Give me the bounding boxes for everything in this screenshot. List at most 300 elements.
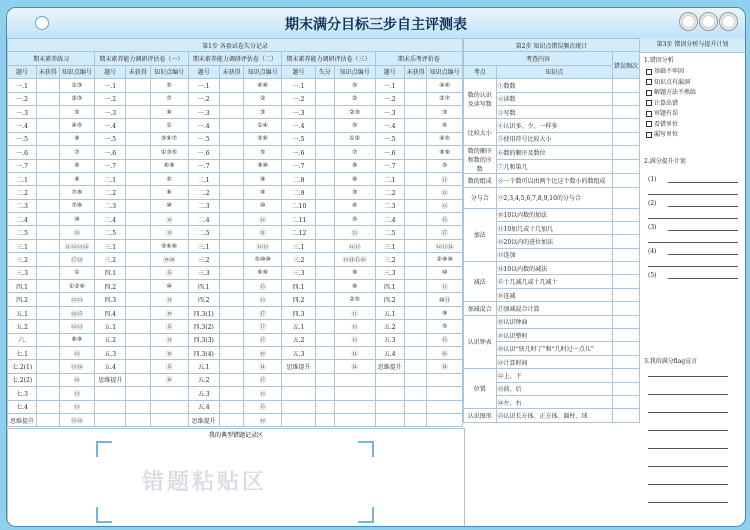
score-cell[interactable] — [404, 333, 427, 346]
score-cell[interactable] — [404, 346, 427, 359]
score-cell[interactable] — [315, 400, 334, 413]
score-cell[interactable] — [219, 105, 243, 118]
table-cell: ⑬ — [334, 320, 375, 333]
table-cell: ②⑧⑩ — [427, 253, 463, 266]
table-cell: ⑦⑧ — [59, 186, 95, 199]
score-cell[interactable] — [37, 293, 60, 306]
table-row — [8, 105, 463, 118]
declaration-line[interactable] — [648, 502, 728, 503]
plan-title: 2.满分提升计划 — [644, 158, 686, 165]
plan-line[interactable] — [668, 206, 738, 207]
frequency-cell[interactable] — [612, 221, 639, 234]
analysis-title: 1.错因分析 — [644, 57, 674, 64]
table-cell — [334, 400, 375, 413]
plan-item-label: (3) — [648, 224, 657, 231]
score-cell[interactable] — [219, 413, 243, 426]
table-cell: ⑧ — [334, 280, 375, 293]
table-cell: ⑯ — [427, 346, 463, 359]
score-cell[interactable] — [37, 92, 60, 105]
score-cell[interactable] — [404, 360, 427, 373]
reason-label: 漏写单位 — [654, 131, 679, 138]
score-cell[interactable] — [219, 199, 243, 212]
circle-button-3-icon[interactable] — [719, 12, 738, 31]
table-cell: 一.6 — [375, 146, 404, 159]
table-cell: ⑪ — [427, 280, 463, 293]
column-header: 错误频次 — [612, 52, 639, 79]
checkbox-icon[interactable] — [646, 69, 652, 75]
score-cell[interactable] — [37, 280, 60, 293]
frequency-cell[interactable] — [612, 119, 639, 132]
table-cell: ⑭ — [59, 373, 95, 386]
score-cell[interactable] — [404, 105, 427, 118]
frequency-cell[interactable] — [612, 208, 639, 221]
score-cell[interactable] — [315, 226, 334, 239]
knowledge-cell: ⑥数的顺序及数位 — [496, 146, 612, 160]
score-cell[interactable] — [404, 387, 427, 400]
frequency-cell[interactable] — [612, 395, 639, 408]
table-cell: 二.11 — [282, 213, 316, 226]
score-cell[interactable] — [126, 346, 150, 359]
score-cell[interactable] — [315, 413, 334, 426]
table-cell: 一.1 — [375, 79, 404, 92]
table-cell: 一.4 — [95, 119, 126, 132]
reason-item[interactable] — [646, 77, 745, 88]
plan-line[interactable] — [648, 242, 738, 243]
score-cell[interactable] — [315, 159, 334, 172]
declaration-line[interactable] — [648, 376, 728, 377]
declaration-line[interactable] — [648, 394, 728, 395]
score-cell[interactable] — [37, 79, 60, 92]
table-cell: ⑤ — [427, 159, 463, 172]
score-cell[interactable] — [219, 320, 243, 333]
score-cell[interactable] — [404, 306, 427, 319]
table-row — [464, 208, 640, 221]
score-cell[interactable] — [404, 79, 427, 92]
score-cell[interactable] — [219, 92, 243, 105]
score-cell[interactable] — [219, 373, 243, 386]
score-cell[interactable] — [219, 346, 243, 359]
score-cell[interactable] — [126, 333, 150, 346]
table-cell: ⑦⑧ — [59, 199, 95, 212]
step1-table — [7, 38, 463, 427]
score-cell[interactable] — [219, 306, 243, 319]
score-cell[interactable] — [315, 199, 334, 212]
reason-item[interactable] — [646, 98, 745, 109]
frequency-cell[interactable] — [612, 174, 639, 187]
score-cell[interactable] — [404, 266, 427, 279]
table-cell: ⑰ — [244, 306, 282, 319]
score-cell[interactable] — [37, 199, 60, 212]
score-cell[interactable] — [37, 306, 60, 319]
score-cell[interactable] — [37, 360, 60, 373]
table-cell: 一.5 — [188, 132, 219, 145]
frequency-cell[interactable] — [612, 187, 639, 208]
score-cell[interactable] — [315, 373, 334, 386]
score-cell[interactable] — [219, 400, 243, 413]
score-cell[interactable] — [126, 186, 150, 199]
plan-line[interactable] — [668, 230, 738, 231]
score-cell[interactable] — [219, 266, 243, 279]
plan-line[interactable] — [668, 254, 738, 255]
score-cell[interactable] — [126, 306, 150, 319]
frequency-cell[interactable] — [612, 302, 639, 315]
score-cell[interactable] — [37, 239, 60, 252]
table-cell: ⑫ — [427, 186, 463, 199]
table-cell: ⑫⑬ — [59, 293, 95, 306]
table-cell: ⑰ — [244, 333, 282, 346]
group-header: 期末素养能力调研评估卷（一） — [95, 52, 189, 65]
table-cell: ⑤ — [334, 213, 375, 226]
table-cell — [95, 400, 126, 413]
table-cell — [427, 413, 463, 426]
score-cell[interactable] — [315, 79, 334, 92]
table-row — [464, 187, 640, 208]
table-cell: ⑩ — [427, 266, 463, 279]
score-cell[interactable] — [126, 146, 150, 159]
checkbox-icon[interactable] — [646, 100, 652, 106]
table-cell — [95, 387, 126, 400]
score-cell[interactable] — [219, 186, 243, 199]
table-cell: ⑨⑩ — [244, 159, 282, 172]
frequency-cell[interactable] — [612, 382, 639, 395]
table-cell: ①③⑤ — [150, 146, 188, 159]
score-cell[interactable] — [404, 119, 427, 132]
table-cell: ⑨ — [244, 172, 282, 185]
table-cell: ⑮⑯ — [59, 413, 95, 426]
step3-header: 第3步 错因分析与提升计划 — [640, 38, 745, 53]
table-cell: 一.5 — [95, 132, 126, 145]
record-title: 我的典型错题记录区 — [208, 432, 263, 439]
score-cell[interactable] — [126, 266, 150, 279]
score-cell[interactable] — [404, 413, 427, 426]
score-cell[interactable] — [315, 266, 334, 279]
score-cell[interactable] — [404, 132, 427, 145]
table-cell: 五.2 — [188, 373, 219, 386]
table-cell: ⑬⑭⑮⑯ — [334, 253, 375, 266]
score-cell[interactable] — [219, 79, 243, 92]
frequency-cell[interactable] — [612, 262, 639, 275]
score-cell[interactable] — [404, 400, 427, 413]
frequency-cell[interactable] — [612, 132, 639, 145]
table-cell: ⑨ — [59, 132, 95, 145]
score-cell[interactable] — [126, 293, 150, 306]
table-cell: 四.3 — [95, 293, 126, 306]
score-cell[interactable] — [315, 387, 334, 400]
score-cell[interactable] — [219, 172, 243, 185]
table-cell — [334, 413, 375, 426]
score-cell[interactable] — [126, 413, 150, 426]
score-cell[interactable] — [126, 280, 150, 293]
table-cell: 七.2(2) — [8, 373, 37, 386]
frequency-cell[interactable] — [612, 146, 639, 160]
corner-mark-icon — [358, 507, 374, 523]
score-cell[interactable] — [315, 105, 334, 118]
score-cell[interactable] — [37, 159, 60, 172]
score-cell[interactable] — [126, 239, 150, 252]
table-cell: ⑭ — [334, 360, 375, 373]
score-cell[interactable] — [37, 373, 60, 386]
score-cell[interactable] — [219, 159, 243, 172]
column-header: 题号 — [188, 65, 219, 78]
frequency-cell[interactable] — [612, 355, 639, 368]
table-cell: 一.3 — [188, 105, 219, 118]
table-cell: ⑤ — [427, 320, 463, 333]
table-cell: 四.2 — [282, 293, 316, 306]
title-bar — [7, 8, 745, 39]
column-header: 知识点 — [496, 65, 612, 78]
table-row — [8, 172, 463, 185]
table-cell: 四.2 — [95, 280, 126, 293]
table-cell: ① — [150, 119, 188, 132]
table-cell: 一.7 — [188, 159, 219, 172]
score-cell[interactable] — [404, 159, 427, 172]
table-row — [8, 226, 463, 239]
reason-item[interactable] — [646, 87, 745, 98]
plan-line[interactable] — [668, 182, 738, 183]
frequency-cell[interactable] — [612, 275, 639, 288]
score-cell[interactable] — [126, 199, 150, 212]
reason-label: 知识点有漏洞 — [654, 78, 691, 86]
table-cell: 三.2 — [188, 253, 219, 266]
score-cell[interactable] — [219, 146, 243, 159]
score-cell[interactable] — [315, 92, 334, 105]
plan-line[interactable] — [668, 278, 738, 279]
reason-item[interactable] — [646, 66, 745, 77]
score-cell[interactable] — [219, 360, 243, 373]
checkbox-icon[interactable] — [646, 132, 652, 138]
circle-button-2-icon[interactable] — [699, 12, 718, 31]
score-cell[interactable] — [37, 213, 60, 226]
score-cell[interactable] — [404, 293, 427, 306]
table-cell: 二.4 — [375, 213, 404, 226]
score-cell[interactable] — [315, 146, 334, 159]
frequency-cell[interactable] — [612, 288, 639, 301]
reason-item[interactable] — [646, 119, 745, 130]
score-cell[interactable] — [126, 79, 150, 92]
score-cell[interactable] — [404, 373, 427, 386]
frequency-cell[interactable] — [612, 369, 639, 382]
score-cell[interactable] — [315, 253, 334, 266]
score-cell[interactable] — [37, 333, 60, 346]
score-cell[interactable] — [37, 320, 60, 333]
score-cell[interactable] — [404, 199, 427, 212]
column-header: 知识点编号 — [334, 65, 375, 78]
table-cell: ⑪⑫⑬⑭ — [59, 239, 95, 252]
score-cell[interactable] — [315, 213, 334, 226]
column-header: 未获得 — [37, 65, 60, 78]
score-cell[interactable] — [315, 280, 334, 293]
table-cell: 四.2 — [8, 293, 37, 306]
table-cell: 二.2 — [8, 186, 37, 199]
score-cell[interactable] — [219, 253, 243, 266]
score-cell[interactable] — [404, 172, 427, 185]
score-cell[interactable] — [404, 226, 427, 239]
column-header: 失分 — [315, 65, 334, 78]
step1-label: 第1步 各套试卷失分记录 — [8, 39, 463, 52]
column-header: 知识点编号 — [150, 65, 188, 78]
frequency-cell[interactable] — [612, 79, 639, 92]
table-cell: 二.1 — [188, 172, 219, 185]
plan-line[interactable] — [648, 194, 738, 195]
reason-label: 解题方法不熟练 — [654, 89, 697, 96]
table-cell: 二.10 — [282, 199, 316, 212]
score-cell[interactable] — [37, 186, 60, 199]
score-cell[interactable] — [315, 360, 334, 373]
score-cell[interactable] — [126, 159, 150, 172]
frequency-cell[interactable] — [612, 342, 639, 355]
reason-label: 计算出错 — [654, 99, 679, 107]
topic-cell: 数的组成 — [464, 174, 497, 187]
score-cell[interactable] — [37, 146, 60, 159]
score-cell[interactable] — [37, 172, 60, 185]
score-cell[interactable] — [219, 239, 243, 252]
score-cell[interactable] — [37, 105, 60, 118]
score-cell[interactable] — [219, 119, 243, 132]
topic-cell: 认识图形 — [464, 409, 497, 422]
score-cell[interactable] — [37, 413, 60, 426]
table-cell: ⑤⑥ — [244, 132, 282, 145]
table-cell: ⑤ — [59, 105, 95, 118]
table-row — [8, 266, 463, 279]
score-cell[interactable] — [219, 387, 243, 400]
table-cell: 三.3 — [282, 266, 316, 279]
table-cell: ⑥⑨ — [244, 266, 282, 279]
score-cell[interactable] — [315, 333, 334, 346]
declaration-line[interactable] — [648, 448, 728, 449]
declaration-line[interactable] — [648, 484, 728, 485]
knowledge-cell: ⑳认识“快几时了”和“几时过一点儿” — [496, 342, 612, 355]
table-cell: ⑬ — [150, 333, 188, 346]
corner-mark-icon — [96, 441, 112, 457]
frequency-cell[interactable] — [612, 315, 639, 328]
score-cell[interactable] — [126, 172, 150, 185]
table-cell: ⑬ — [334, 333, 375, 346]
frequency-cell[interactable] — [612, 92, 639, 105]
frequency-cell[interactable] — [612, 235, 639, 248]
score-cell[interactable] — [126, 320, 150, 333]
score-cell[interactable] — [37, 400, 60, 413]
score-cell[interactable] — [219, 226, 243, 239]
score-cell[interactable] — [219, 132, 243, 145]
step2-header-row — [464, 39, 640, 52]
score-cell[interactable] — [126, 92, 150, 105]
frequency-cell[interactable] — [612, 329, 639, 342]
score-cell[interactable] — [315, 293, 334, 306]
topic-cell: 加法 — [464, 208, 497, 262]
score-cell[interactable] — [404, 280, 427, 293]
score-cell[interactable] — [126, 387, 150, 400]
plan-line[interactable] — [648, 218, 738, 219]
score-cell[interactable] — [37, 266, 60, 279]
checkbox-icon[interactable] — [646, 111, 652, 117]
page-title: 期末满分目标三步自主评测表 — [285, 17, 467, 33]
score-cell[interactable] — [404, 92, 427, 105]
reason-item[interactable] — [646, 108, 745, 119]
score-cell[interactable] — [404, 253, 427, 266]
score-cell[interactable] — [126, 360, 150, 373]
reason-label: 审题有误 — [654, 110, 679, 117]
checkbox-icon[interactable] — [646, 121, 652, 127]
table-cell: 五.3 — [282, 346, 316, 359]
score-cell[interactable] — [315, 172, 334, 185]
score-cell[interactable] — [126, 213, 150, 226]
score-cell[interactable] — [219, 213, 243, 226]
frequency-cell[interactable] — [612, 105, 639, 118]
frequency-cell[interactable] — [612, 409, 639, 422]
reason-item[interactable] — [646, 129, 745, 140]
table-cell: 一.3 — [282, 105, 316, 118]
score-cell[interactable] — [404, 320, 427, 333]
score-cell[interactable] — [37, 226, 60, 239]
knowledge-cell: ⑰加减混合计算 — [496, 302, 612, 315]
score-cell[interactable] — [37, 346, 60, 359]
score-cell[interactable] — [37, 253, 60, 266]
score-cell[interactable] — [126, 226, 150, 239]
score-cell[interactable] — [315, 320, 334, 333]
table-cell: 七.1 — [8, 346, 37, 359]
plan-line[interactable] — [648, 266, 738, 267]
score-cell[interactable] — [126, 132, 150, 145]
score-cell[interactable] — [219, 333, 243, 346]
table-cell: 三.2 — [375, 253, 404, 266]
frequency-cell[interactable] — [612, 160, 639, 174]
table-row — [8, 199, 463, 212]
score-cell[interactable] — [126, 119, 150, 132]
checkbox-icon[interactable] — [646, 90, 652, 96]
score-cell[interactable] — [315, 306, 334, 319]
declaration-line[interactable] — [648, 412, 728, 413]
table-cell: 四.2 — [188, 293, 219, 306]
score-cell[interactable] — [126, 253, 150, 266]
table-cell: ⑫ — [59, 346, 95, 359]
score-cell[interactable] — [37, 132, 60, 145]
table-cell: ⑮ — [150, 320, 188, 333]
table-cell: ⑤ — [334, 79, 375, 92]
score-cell[interactable] — [315, 346, 334, 359]
score-cell[interactable] — [37, 387, 60, 400]
table-cell: ④⑥ — [427, 79, 463, 92]
table-cell: 五.4 — [375, 346, 404, 359]
score-cell[interactable] — [315, 132, 334, 145]
declaration-line[interactable] — [648, 430, 728, 431]
score-cell[interactable] — [37, 119, 60, 132]
table-cell — [375, 373, 404, 386]
score-cell[interactable] — [219, 280, 243, 293]
score-cell[interactable] — [315, 119, 334, 132]
score-cell[interactable] — [126, 373, 150, 386]
table-cell: 四.3(2) — [188, 320, 219, 333]
declaration-line[interactable] — [648, 466, 728, 467]
score-cell[interactable] — [404, 146, 427, 159]
score-cell[interactable] — [219, 293, 243, 306]
score-cell[interactable] — [404, 213, 427, 226]
score-cell[interactable] — [404, 239, 427, 252]
table-cell: ⑮ — [427, 333, 463, 346]
circle-button-1-icon[interactable] — [679, 12, 698, 31]
checkbox-icon[interactable] — [646, 79, 652, 85]
score-cell[interactable] — [315, 239, 334, 252]
table-cell: 四.1 — [282, 280, 316, 293]
table-row — [8, 306, 463, 319]
score-cell[interactable] — [404, 186, 427, 199]
column-header: 题号 — [8, 65, 37, 78]
frequency-cell[interactable] — [612, 248, 639, 261]
score-cell[interactable] — [126, 105, 150, 118]
score-cell[interactable] — [126, 400, 150, 413]
score-cell[interactable] — [315, 186, 334, 199]
table-row — [8, 132, 463, 145]
table-cell: 四.3(4) — [188, 346, 219, 359]
